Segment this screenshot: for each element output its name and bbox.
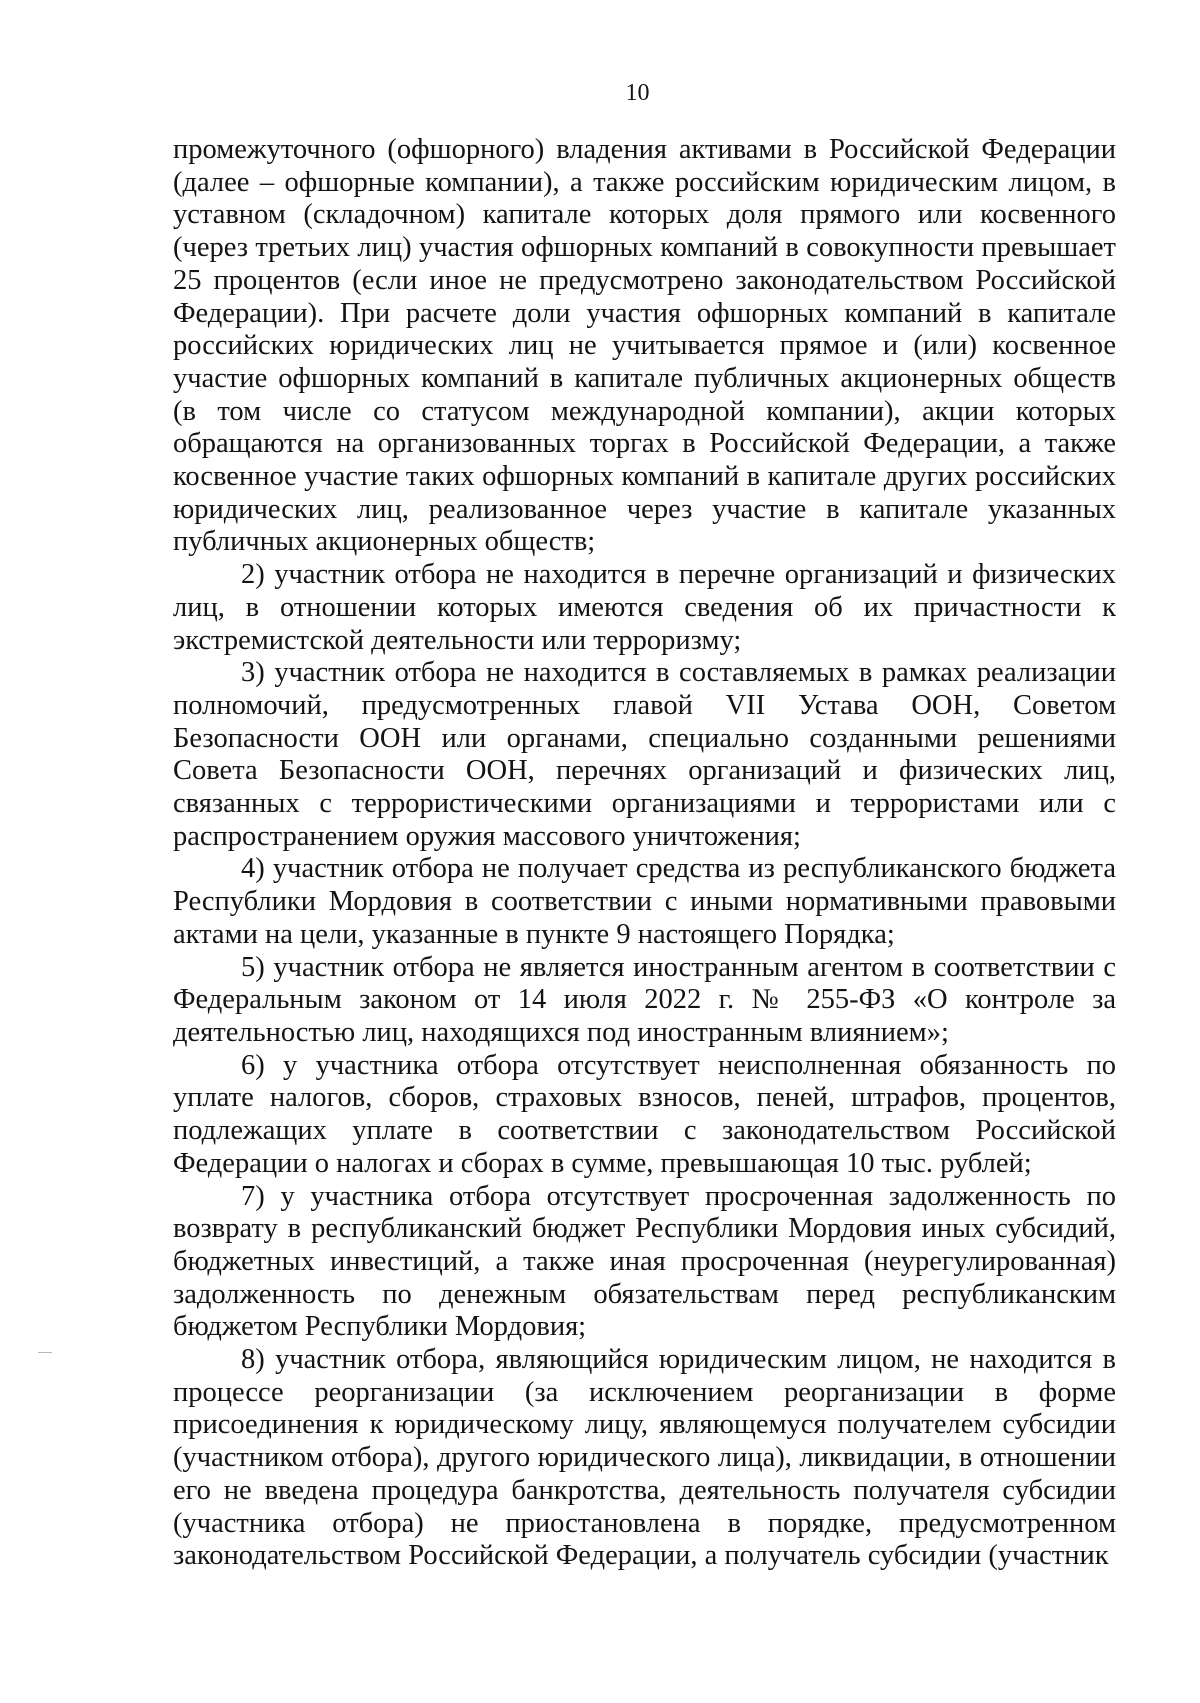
paragraph-item-2: 2) участник отбора не находится в перечне организаций и физических лиц, в отношении которых имеются сведения об их причастности к экстремистской деятельности или терроризму; (173, 559, 1116, 656)
paragraph-item-3: 3) участник отбора не находится в составляемых в рамках реализации полномочий, предусмотренных главой VII Устава ООН, Советом Безопасности ООН или органами, специально созданными решениями Совета Безопасности ООН, перечнях организаций и физических лиц, связанных с террористическими организациями и террористами или с распространением оружия массового уничтожения; (173, 657, 1116, 852)
paragraph-item-7: 7) у участника отбора отсутствует просроченная задолженность по возврату в республиканский бюджет Республики Мордовия иных субсидий, бюджетных инвестиций, а также иная просроченная (неурегулированная) задолженность по денежным обязательствам перед республиканским бюджетом Республики Мордовия; (173, 1180, 1116, 1343)
paragraph-item-8: 8) участник отбора, являющийся юридическим лицом, не находится в процессе реорганизации (за исключением реорганизации в форме присоединения к юридическому лицу, являющемуся получателем субсидии (участником отбора), другого юридического лица), ликвидации, в отношении его не введена процедура банкротства, деятельность получателя субсидии (участника отбора) не приостановлена в порядке, предусмотренном законодательством Российской Федерации, а получатель субсидии (участник (173, 1344, 1116, 1572)
scan-margin-mark (38, 1352, 52, 1353)
page-number: 10 (625, 80, 650, 106)
paragraph-item-6: 6) у участника отбора отсутствует неисполненная обязанность по уплате налогов, сборов, страховых взносов, пеней, штрафов, процентов, подлежащих уплате в соответствии с законодательством Российской Федерации о налогах и сборах в сумме, превышающая 10 тыс. рублей; (173, 1049, 1116, 1179)
paragraph-offshore-continuation: промежуточного (офшорного) владения активами в Российской Федерации (далее – офшорные компании), а также российским юридическим лицом, в уставном (складочном) капитале которых доля прямого или косвенного (через третьих лиц) участия офшорных компаний в совокупности превышает 25 процентов (если иное не предусмотрено законодательством Российской Федерации). При расчете доли участия офшорных компаний в капитале российских юридических лиц не учитывается прямое и (или) косвенное участие офшорных компаний в капитале публичных акционерных обществ (в том числе со статусом международной компании), акции которых обращаются на организованных торгах в Российской Федерации, а также косвенное участие таких офшорных компаний в капитале других российских юридических лиц, реализованное через участие в капитале указанных публичных акционерных обществ; (173, 134, 1116, 558)
paragraph-item-5: 5) участник отбора не является иностранным агентом в соответствии с Федеральным законом от 14 июля 2022 г. № 255-ФЗ «О контроле за деятельностью лиц, находящихся под иностранным влиянием»; (173, 951, 1116, 1048)
paragraph-item-4: 4) участник отбора не получает средства из республиканского бюджета Республики Мордовия в соответствии с иными нормативными правовыми актами на цели, указанные в пункте 9 настоящего Порядка; (173, 853, 1116, 950)
document-body (173, 134, 1116, 1573)
